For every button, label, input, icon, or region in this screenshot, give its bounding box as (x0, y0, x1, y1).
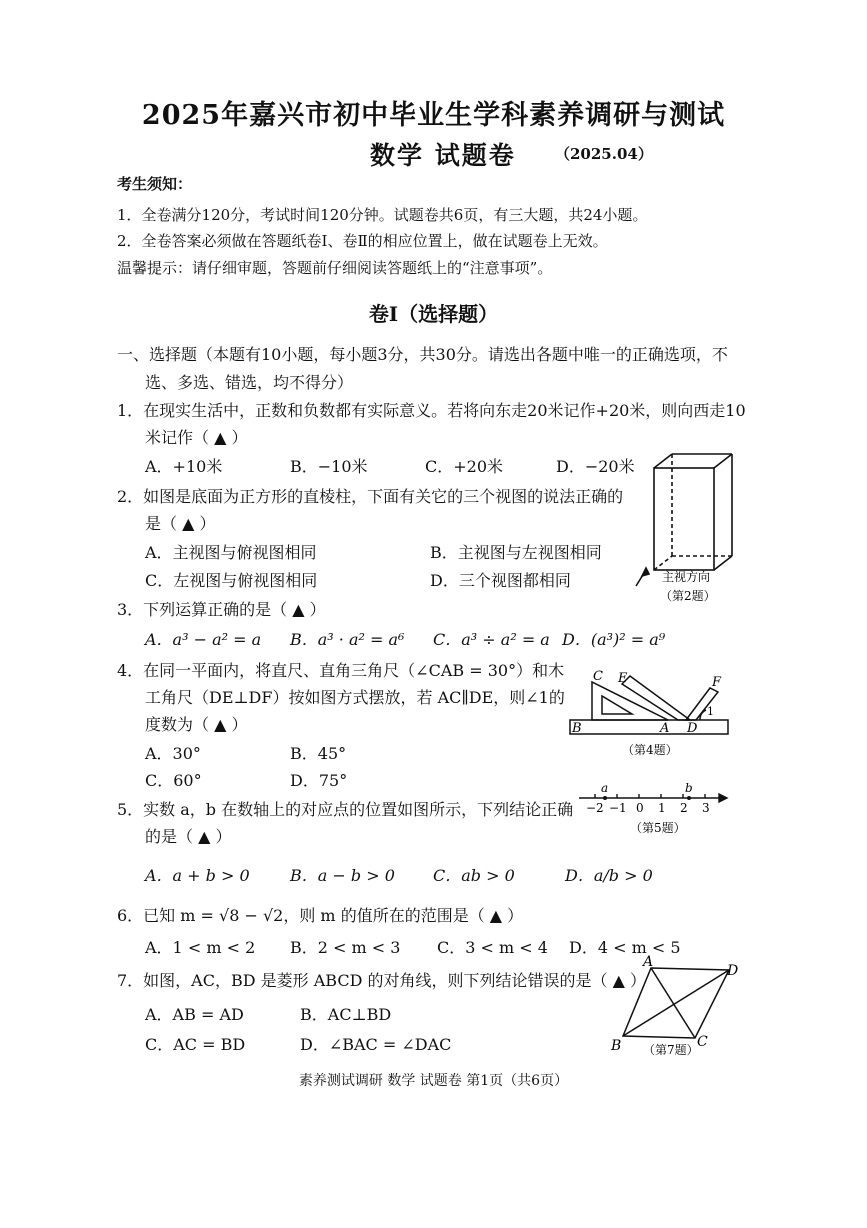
label-angle-1: 1 (707, 705, 714, 718)
q2-option-d: D．三个视图都相同 (430, 571, 571, 590)
part1-line1: 一、选择题（本题有10小题，每小题3分，共30分。请选出各题中唯一的正确选项，不 (117, 345, 728, 364)
exam-title: 2025年嘉兴市初中毕业生学科素养调研与测试 (141, 100, 726, 131)
q6-option-d: D．4 < m < 5 (569, 938, 681, 957)
label-b: B (611, 1038, 622, 1054)
angle-1-arc (700, 710, 706, 720)
exam-date: （2025.04） (555, 145, 653, 163)
label-f: F (712, 675, 722, 690)
label-d: D (687, 721, 698, 736)
tick-1: 1 (658, 801, 666, 815)
point-a (603, 796, 607, 800)
q1-option-a: A．+10米 (145, 457, 223, 476)
q2-line1: 2．如图是底面为正方形的直棱柱，下面有关它的三个视图的说法正确的 (117, 487, 624, 506)
q4-fig-caption: （第4题） (622, 743, 678, 757)
page-footer: 素养测试调研 数学 试题卷 第1页（共6页） (298, 1073, 569, 1089)
prism-front-face (654, 468, 714, 570)
q5-option-a: A．a + b > 0 (145, 866, 250, 885)
q6-option-a: A．1 < m < 2 (145, 938, 256, 957)
q2-option-a: A．主视图与俯视图相同 (145, 543, 317, 562)
q3-option-b: B．a³ · a² = a⁶ (290, 630, 405, 649)
q4-line2: 工角尺（DE⊥DF）按如图方式摆放，若 AC∥DE，则∠1的 (145, 688, 565, 707)
q7-option-d: D．∠BAC = ∠DAC (300, 1035, 452, 1054)
q7-rhombus-figure (605, 952, 745, 1062)
diagonal-ac (651, 968, 695, 1038)
q1-option-c: C．+20米 (425, 457, 504, 476)
q3-option-c: C．a³ ÷ a² = a (433, 630, 550, 649)
q1-option-d: D．−20米 (556, 457, 635, 476)
tick-0: 0 (636, 801, 644, 815)
q2-fig-caption: （第2题） (660, 589, 716, 603)
q1-line1: 1．在现实生活中，正数和负数都有实际意义。若将向东走20米记作+20米，则向西走10 (117, 401, 746, 420)
tick-2: 2 (680, 801, 688, 815)
q1-line2: 米记作（ ▲ ） (145, 428, 248, 447)
label-a: a (601, 781, 609, 795)
q2-prism-figure (630, 448, 740, 608)
q4-option-b: B．45° (290, 744, 347, 763)
notice-heading: 考生须知： (117, 175, 193, 193)
q5-option-c: C．ab > 0 (433, 866, 515, 885)
q4-ruler-figure (560, 660, 735, 760)
notice-item-1: 1．全卷满分120分，考试时间120分钟。试题卷共6页，有三大题，共24小题。 (117, 206, 648, 224)
q4-line1: 4．在同一平面内，将直尺、直角三角尺（∠CAB = 30°）和木 (117, 661, 565, 680)
q5-option-d: D．a/b > 0 (565, 866, 653, 885)
label-c: C (593, 669, 603, 684)
q5-line1: 5．实数 a，b 在数轴上的对应点的位置如图所示，下列结论正确 (117, 800, 574, 819)
q2-line2: 是（ ▲ ） (145, 514, 216, 533)
label-e: E (618, 671, 628, 686)
exam-subtitle: 数学 试题卷 (370, 141, 516, 170)
q3-line1: 3．下列运算正确的是（ ▲ ） (117, 600, 326, 619)
label-d: D (727, 963, 739, 979)
q4-option-d: D．75° (290, 771, 348, 790)
q1-option-b: B．−10米 (290, 457, 368, 476)
tick-neg1: −1 (609, 801, 627, 815)
tick-neg2: −2 (586, 801, 604, 815)
q4-line3: 度数为（ ▲ ） (145, 715, 248, 734)
q2-option-b: B．主视图与左视图相同 (430, 543, 602, 562)
q5-line2: 的是（ ▲ ） (145, 827, 232, 846)
q6-option-b: B．2 < m < 3 (290, 938, 401, 957)
q3-option-a: A．a³ − a² = a (145, 630, 262, 649)
q4-option-a: A．30° (145, 744, 201, 763)
q7-option-c: C．AC = BD (145, 1035, 246, 1054)
notice-tip: 温馨提示：请仔细审题，答题前仔细阅读答题纸上的“注意事项”。 (117, 259, 553, 277)
q5-option-b: B．a − b > 0 (290, 866, 395, 885)
q6-line1: 6．已知 m = √8 − √2，则 m 的值所在的范围是（ ▲ ） (117, 906, 524, 925)
point-b (687, 796, 691, 800)
notice-item-2: 2．全卷答案必须做在答题纸卷Ⅰ、卷Ⅱ的相应位置上，做在试题卷上无效。 (117, 232, 608, 250)
q5-fig-caption: （第5题） (630, 821, 686, 835)
q3-option-d: D．(a³)² = a⁹ (562, 630, 666, 649)
section-title: 卷Ⅰ（选择题） (368, 302, 499, 326)
label-b: B (572, 721, 582, 736)
label-b: b (685, 781, 693, 795)
q7-option-a: A．AB = AD (145, 1005, 244, 1024)
label-a: A (660, 721, 670, 736)
q7-line1: 7．如图，AC，BD 是菱形 ABCD 的对角线，则下列结论错误的是（ ▲ ） (117, 971, 646, 990)
label-c: C (697, 1034, 708, 1050)
q7-fig-caption: （第7题） (643, 1043, 699, 1057)
q7-option-b: B．AC⊥BD (300, 1005, 392, 1024)
straight-ruler (570, 720, 728, 734)
q5-number-line (575, 780, 735, 840)
q2-option-c: C．左视图与俯视图相同 (145, 571, 318, 590)
part1-line2: 选、多选、错选，均不得分） (145, 373, 354, 392)
q4-option-c: C．60° (145, 771, 202, 790)
tick-3: 3 (702, 801, 710, 815)
label-a: A (643, 954, 654, 970)
q2-direction-label: 主视方向 (662, 570, 711, 584)
q6-option-c: C．3 < m < 4 (437, 938, 548, 957)
